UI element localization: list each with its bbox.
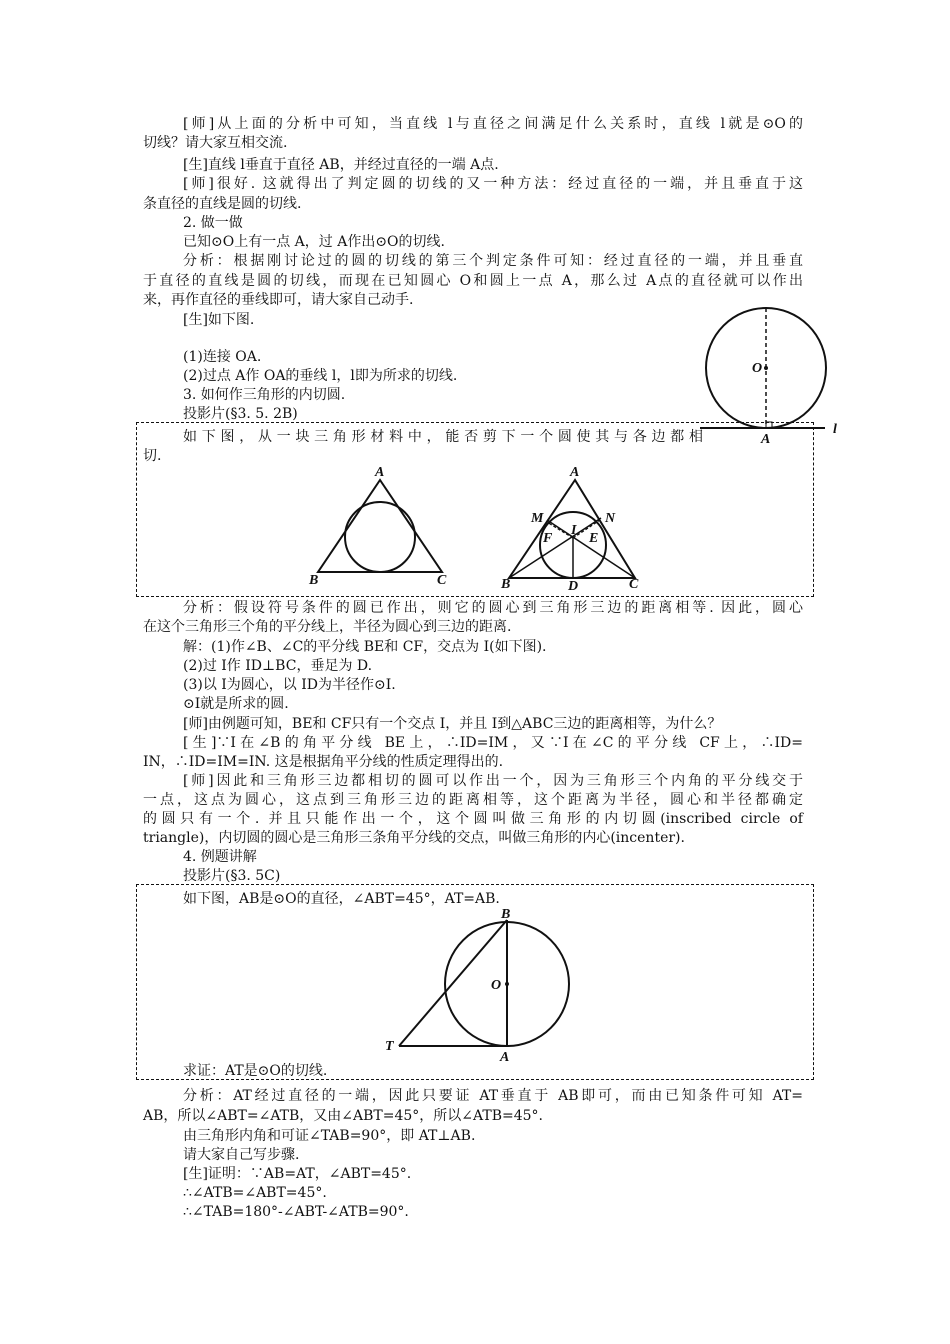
text-line: [师]很好. 这就得出了判定圆的切线的又一种方法：经过直径的一端，并且垂直于这 (183, 176, 803, 192)
fig3-label-N: N (605, 511, 616, 526)
text-line: 的圆只有一个. 并且只能作出一个，这个圆叫做三角形的内切圆(inscribed circle of (143, 811, 803, 827)
text-line: 条直径的直线是圆的切线. (143, 196, 302, 212)
fig1-label-l: l (833, 422, 837, 437)
fig4-label-T: T (385, 1039, 394, 1054)
text-line: 投影片(§3. 5C) (183, 868, 281, 884)
text-line: 切. (143, 448, 162, 464)
fig3-label-F: F (543, 531, 553, 546)
text-line: 如下图，AB是⊙O的直径，∠ABT=45°，AT=AB. (183, 891, 500, 907)
text-line: 4. 例题讲解 (183, 849, 257, 865)
text-line: [生]证明：∵AB=AT，∠ABT=45°. (183, 1166, 412, 1182)
text-line: 于直径的直线是圆的切线，而现在已知圆心 O和圆上一点 A，那么过 A点的直径就可以作出 (143, 273, 803, 289)
figure-triangle-incircle (305, 460, 455, 590)
text-line: [师]由例题可知，BE和 CF只有一个交点 I，并且 I到△ABC三边的距离相等，为什么？ (183, 716, 722, 732)
fig1-label-O: O (752, 361, 763, 376)
text-line: ⊙I就是所求的圆. (183, 696, 289, 712)
text-line: 2. 做一做 (183, 215, 243, 231)
fig2-label-A: A (375, 465, 385, 480)
text-line: [生]直线 l垂直于直径 AB，并经过直径的一端 A点. (183, 157, 499, 173)
text-line: 在这个三角形三个角的平分线上，半径为圆心到三边的距离. (143, 619, 512, 635)
fig4-label-A: A (500, 1050, 510, 1065)
text-line: 3. 如何作三角形的内切圆. (183, 387, 346, 403)
figure-tangent-proof (375, 905, 575, 1065)
text-line: (2)过点 A作 OA的垂线 l，l即为所求的切线. (183, 368, 458, 384)
text-line: 求证：AT是⊙O的切线. (183, 1063, 328, 1079)
text-line: triangle)，内切圆的圆心是三角形三条角平分线的交点，叫做三角形的内心(incenter). (143, 830, 685, 846)
text-line: 一点，这点为圆心，这点到三角形三边的距离相等，这个距离为半径，圆心和半径都确定 (143, 792, 803, 808)
text-line: [师]因此和三角形三边都相切的圆可以作出一个，因为三角形三个内角的平分线交于 (183, 773, 803, 789)
fig3-label-A: A (570, 465, 580, 480)
text-line: [师]从上面的分析中可知，当直线 l与直径之间满足什么关系时，直线 l就是⊙O的 (183, 116, 803, 132)
text-line: (1)连接 OA. (183, 349, 262, 365)
text-line: 来，再作直径的垂线即可，请大家自己动手. (143, 292, 414, 308)
text-line: ∴∠ATB=∠ABT=45°. (183, 1185, 327, 1201)
text-line: IN，∴ID=IM=IN. 这是根据角平分线的性质定理得出的. (143, 754, 504, 770)
fig3-label-D: D (568, 579, 579, 594)
text-line: [生]∵I在∠B的角平分线 BE上，∴ID=IM，又∵I在∠C的平分线 CF上，∴ID= (183, 735, 803, 751)
text-line: 分析：AT经过直径的一端，因此只要证 AT垂直于 AB即可，而由已知条件可知 AT= (183, 1088, 803, 1104)
fig3-label-B: B (501, 577, 511, 592)
fig3-label-C: C (629, 577, 639, 592)
fig2-label-B: B (309, 573, 319, 588)
text-line: 如下图，从一块三角形材料中，能否剪下一个圆使其与各边都相 (183, 429, 703, 445)
text-line: (2)过 I作 ID⊥BC，垂足为 D. (183, 658, 373, 674)
text-line: 请大家自己写步骤. (183, 1147, 300, 1163)
fig4-label-O: O (491, 978, 502, 993)
figure-incircle-construction (495, 460, 655, 595)
fig3-label-I: I (571, 523, 577, 538)
text-line: 投影片(§3. 5. 2B) (183, 406, 298, 422)
text-line: 分析：假设符号条件的圆已作出，则它的圆心到三角形三边的距离相等. 因此，圆心 (183, 600, 803, 616)
text-line: (3)以 I为圆心，以 ID为半径作⊙I. (183, 677, 396, 693)
text-line: 切线？请大家互相交流. (143, 135, 288, 151)
text-line: 由三角形内角和可证∠TAB=90°，即 AT⊥AB. (183, 1128, 476, 1144)
projection-box-1 (136, 422, 814, 597)
text-line: AB，所以∠ABT=∠ATB，又由∠ABT=45°，所以∠ATB=45°. (143, 1108, 544, 1124)
text-line: ∴∠TAB=180°-∠ABT-∠ATB=90°. (183, 1204, 409, 1220)
text-line: 分析：根据刚讨论过的圆的切线的第三个判定条件可知：经过直径的一端，并且垂直 (183, 253, 803, 269)
fig3-label-E: E (589, 531, 599, 546)
text-line: [生]如下图. (183, 312, 255, 328)
fig3-label-M: M (531, 511, 544, 526)
fig2-label-C: C (437, 573, 447, 588)
text-line: 已知⊙O上有一点 A，过 A作出⊙O的切线. (183, 234, 445, 250)
fig4-label-B: B (501, 907, 511, 922)
fig1-label-A: A (761, 432, 771, 447)
text-line: 解：(1)作∠B、∠C的平分线 BE和 CF，交点为 I(如下图). (183, 639, 547, 655)
